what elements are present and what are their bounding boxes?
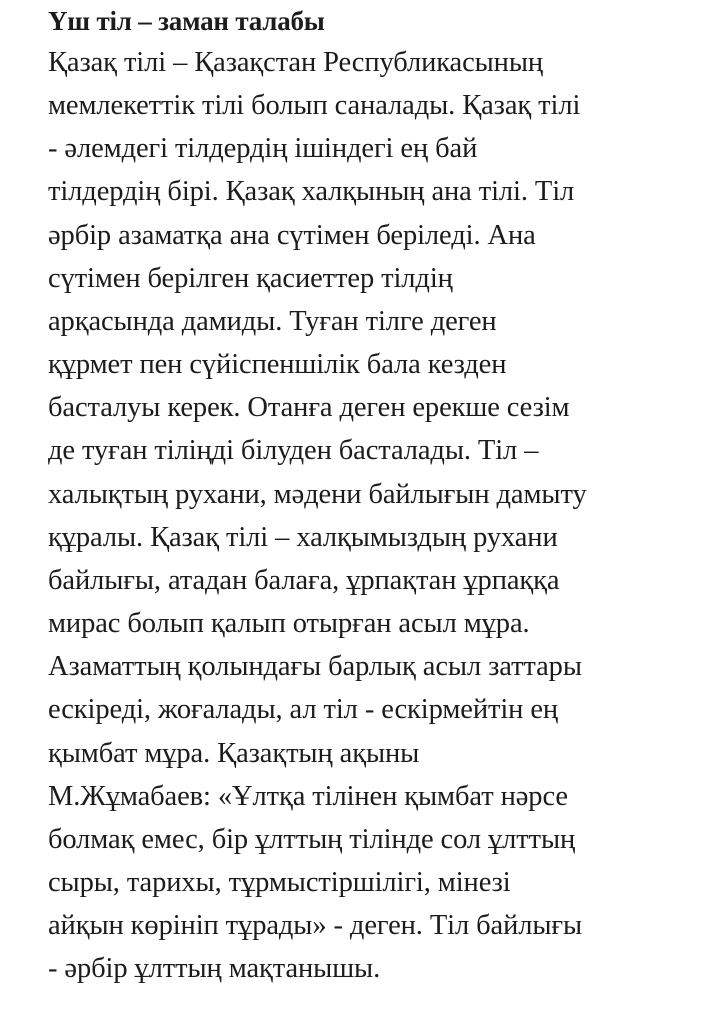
text-line: болмақ емес, бір ұлттың тілінде сол ұлттың: [48, 823, 576, 855]
text-line: құрмет пен сүйіспеншілік бала кезден: [48, 349, 507, 381]
text-line: сыры, тарихы, тұрмыстіршілігі, мінезі: [48, 866, 511, 898]
text-line: әрбір азаматқа ана сүтімен беріледі. Ана: [48, 219, 536, 251]
text-line: - әлемдегі тілдердің ішіндегі ең бай: [48, 133, 478, 165]
text-line: арқасында дамиды. Туған тілге деген: [48, 305, 497, 337]
text-line: де туған тіліңді білуден басталады. Тіл –: [48, 435, 539, 467]
text-line: қымбат мұра. Қазақтың ақыны: [48, 737, 420, 769]
text-line: М.Жұмабаев: «Ұлтқа тілінен қымбат нәрсе: [48, 780, 568, 812]
text-line: басталуы керек. Отанға деген ерекше сезім: [48, 392, 570, 424]
text-line: тілдердің бірі. Қазақ халқының ана тілі. Тіл: [48, 176, 575, 208]
text-line: ескіреді, жоғалады, ал тіл - ескірмейтін ең: [48, 694, 559, 726]
text-line: мирас болып қалып отырған асыл мұра.: [48, 608, 530, 640]
document-paragraph: [48, 41, 698, 990]
text-line: құралы. Қазақ тілі – халқымыздың рухани: [48, 521, 558, 553]
text-line: мемлекеттік тілі болып саналады. Қазақ тілі: [48, 90, 581, 122]
text-line: Азаматтың қолындағы барлық асыл заттары: [48, 651, 582, 683]
text-line: Қазақ тілі – Қазақстан Республикасының: [48, 47, 544, 78]
document-page: [48, 0, 698, 990]
text-line: - әрбір ұлттың мақтанышы.: [48, 953, 381, 985]
text-line: байлығы, атадан балаға, ұрпақтан ұрпаққа: [48, 564, 560, 596]
document-title: Үш тіл – заман талабы: [48, 6, 325, 36]
text-line: халықтың рухани, мәдени байлығын дамыту: [48, 478, 587, 510]
text-line: сүтімен берілген қасиеттер тілдің: [48, 262, 453, 294]
text-line: айқын көрініп тұрады» - деген. Тіл байлығы: [48, 910, 583, 942]
